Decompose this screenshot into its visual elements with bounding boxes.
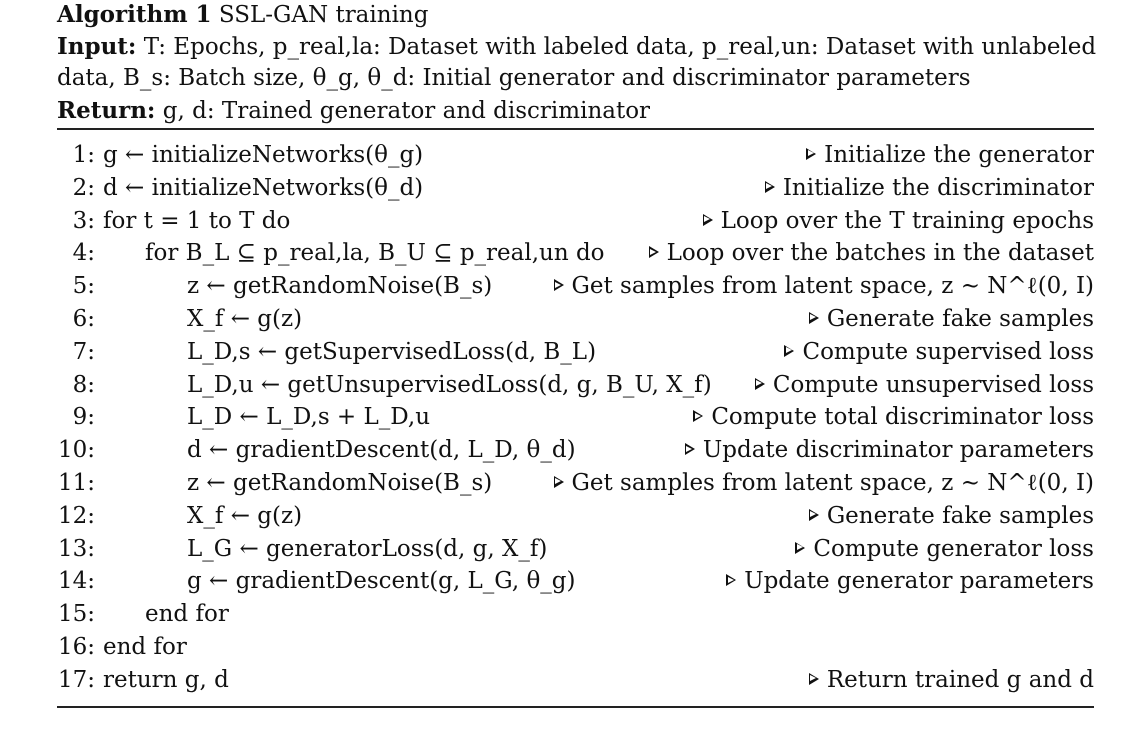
- algorithm-line: [57, 467, 1094, 500]
- line-comment: [649, 237, 1094, 270]
- algorithm-name: SSL-GAN training: [218, 2, 429, 28]
- line-number: 16:: [57, 633, 95, 660]
- line-code: X_f ← g(z): [187, 305, 303, 332]
- input-label: Input:: [57, 33, 137, 60]
- comment-triangle-icon: [784, 345, 794, 357]
- algorithm-line: [57, 205, 1094, 238]
- algorithm-line: [57, 369, 1094, 402]
- line-comment: [554, 467, 1095, 500]
- line-number: 4:: [72, 240, 95, 267]
- comment-triangle-icon: [703, 214, 713, 226]
- algorithm-body: [57, 139, 1094, 697]
- line-comment: [784, 336, 1094, 369]
- line-code: L_D,s ← getSupervisedLoss(d, B_L): [187, 338, 597, 365]
- comment-triangle-icon: [795, 542, 805, 554]
- algorithm-line: [57, 533, 1094, 566]
- algorithm-label: Algorithm 1: [57, 1, 212, 28]
- comment-text: Update discriminator parameters: [702, 437, 1094, 464]
- algorithm-line: [57, 336, 1094, 369]
- comment-triangle-icon: [755, 378, 765, 390]
- line-number: 7:: [72, 338, 95, 365]
- line-number: 2:: [72, 174, 95, 201]
- line-comment: [809, 500, 1094, 533]
- comment-text: Compute supervised loss: [802, 338, 1094, 365]
- return-line: [57, 94, 1097, 126]
- comment-triangle-icon: [806, 148, 816, 160]
- comment-text: Loop over the T training epochs: [720, 207, 1094, 234]
- line-comment: [755, 369, 1094, 402]
- line-code: z ← getRandomNoise(B_s): [187, 469, 493, 496]
- line-code: return g, d: [103, 666, 229, 693]
- line-comment: [795, 533, 1094, 566]
- line-comment: [685, 434, 1094, 467]
- comment-triangle-icon: [649, 246, 659, 258]
- line-number: 8:: [72, 371, 95, 398]
- comment-text: Update generator parameters: [744, 568, 1094, 595]
- comment-triangle-icon: [693, 410, 703, 422]
- line-code: for B_L ⊆ p_real,la, B_U ⊆ p_real,un do: [145, 240, 605, 267]
- line-number: 3:: [72, 207, 95, 234]
- comment-text: Compute unsupervised loss: [772, 371, 1094, 398]
- algorithm-line: [57, 598, 1094, 631]
- comment-triangle-icon: [554, 476, 564, 488]
- line-comment: [693, 401, 1094, 434]
- line-number: 9:: [72, 404, 95, 431]
- line-comment: [554, 270, 1095, 303]
- line-number: 5:: [72, 273, 95, 300]
- line-code: L_D ← L_D,s + L_D,u: [187, 404, 431, 431]
- comment-text: Compute total discriminator loss: [711, 404, 1094, 431]
- line-comment: [809, 303, 1094, 336]
- return-label: Return:: [57, 97, 156, 124]
- line-number: 10:: [57, 437, 95, 464]
- algorithm-line: [57, 631, 1094, 664]
- bottom-rule: [57, 706, 1094, 708]
- line-comment: [726, 565, 1094, 598]
- comment-triangle-icon: [554, 279, 564, 291]
- line-code: X_f ← g(z): [187, 502, 303, 529]
- comment-text: Initialize the generator: [824, 142, 1094, 168]
- input-line-2: [57, 62, 1097, 94]
- algorithm-header: [57, 30, 1097, 126]
- comment-text: Loop over the batches in the dataset: [666, 240, 1094, 267]
- comment-triangle-icon: [809, 509, 819, 521]
- algorithm-line: [57, 270, 1094, 303]
- input-line: [57, 30, 1097, 62]
- comment-triangle-icon: [809, 312, 819, 324]
- line-code: d ← initializeNetworks(θ_d): [103, 174, 424, 201]
- comment-text: Get samples from latent space, z ∼ N^ℓ(0, I): [571, 469, 1094, 496]
- comment-triangle-icon: [809, 673, 819, 685]
- input-text-2: data, B_s: Batch size, θ_g, θ_d: Initial generator and discriminator parameters: [57, 65, 971, 91]
- top-rule: [57, 128, 1094, 130]
- comment-text: Compute generator loss: [813, 535, 1094, 562]
- line-comment: [809, 664, 1094, 697]
- comment-text: Get samples from latent space, z ∼ N^ℓ(0, I): [571, 273, 1094, 300]
- input-text: T: Epochs, p_real,la: Dataset with labeled data, p_real,un: Dataset with unlabeled: [143, 34, 1097, 60]
- algorithm-line: [57, 303, 1094, 336]
- line-code: L_G ← generatorLoss(d, g, X_f): [187, 535, 548, 562]
- comment-triangle-icon: [726, 574, 736, 586]
- return-text: g, d: Trained generator and discriminator: [162, 98, 651, 124]
- line-code: g ← initializeNetworks(θ_g): [103, 142, 424, 168]
- line-comment: [765, 172, 1094, 205]
- algorithm-line: [57, 172, 1094, 205]
- algorithm-line: [57, 401, 1094, 434]
- line-code: d ← gradientDescent(d, L_D, θ_d): [187, 437, 576, 464]
- algorithm-line: [57, 500, 1094, 533]
- line-number: 6:: [72, 305, 95, 332]
- line-number: 1:: [72, 142, 95, 168]
- algorithm-line: [57, 237, 1094, 270]
- line-code: L_D,u ← getUnsupervisedLoss(d, g, B_U, X_f): [187, 371, 712, 398]
- comment-triangle-icon: [765, 181, 775, 193]
- line-code: g ← gradientDescent(g, L_G, θ_g): [187, 568, 576, 595]
- comment-text: Return trained g and d: [826, 666, 1094, 693]
- algorithm-title: [57, 1, 1097, 29]
- algorithm-line: [57, 434, 1094, 467]
- line-number: 17:: [57, 666, 95, 693]
- algorithm-line: [57, 565, 1094, 598]
- line-number: 15:: [57, 601, 95, 628]
- line-comment: [806, 139, 1094, 172]
- line-code: z ← getRandomNoise(B_s): [187, 273, 493, 300]
- comment-text: Generate fake samples: [826, 305, 1094, 332]
- line-number: 12:: [57, 502, 95, 529]
- comment-triangle-icon: [685, 443, 695, 455]
- line-comment: [703, 205, 1094, 238]
- line-number: 13:: [57, 535, 95, 562]
- comment-text: Initialize the discriminator: [782, 174, 1094, 201]
- line-number: 11:: [57, 469, 95, 496]
- line-code: end for: [103, 633, 187, 660]
- algorithm-line: [57, 664, 1094, 697]
- algorithm-line: [57, 139, 1094, 172]
- line-code: end for: [145, 601, 229, 628]
- comment-text: Generate fake samples: [826, 502, 1094, 529]
- line-number: 14:: [57, 568, 95, 595]
- line-code: for t = 1 to T do: [103, 207, 291, 234]
